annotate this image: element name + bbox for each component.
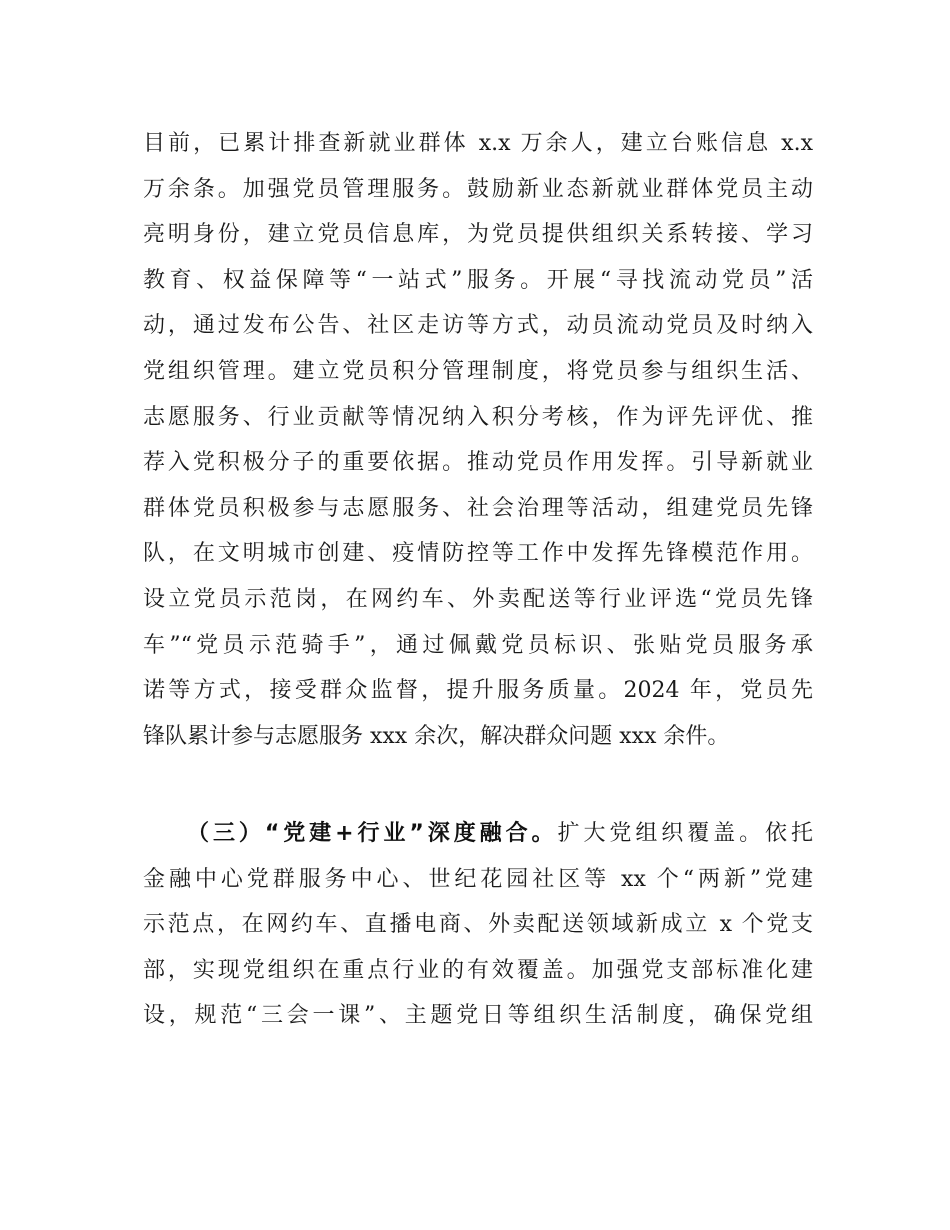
text-line: 志愿服务、行业贡献等情况纳入积分考核，作为评先评优、推	[143, 404, 813, 430]
paragraph-1	[143, 121, 813, 759]
text-line-rest: 扩大党组织覆盖。依托	[557, 821, 813, 846]
text-line: 群体党员积极参与志愿服务、社会治理等活动，组建党员先锋	[143, 495, 813, 521]
text-line: 设，规范“三会一课”、主题党日等组织生活制度，确保党组	[143, 1003, 813, 1029]
text-line: 亮明身份，建立党员信息库，为党员提供组织关系转接、学习	[143, 222, 813, 248]
text-line: 金融中心党群服务中心、世纪花园社区等 xx 个“两新”党建	[143, 866, 813, 892]
text-line: 诺等方式，接受群众监督，提升服务质量。2024 年，党员先	[143, 678, 813, 704]
text-line: 锋队累计参与志愿服务 xxx 余次，解决群众问题 xxx 余件。	[143, 723, 730, 749]
text-line: 设立党员示范岗，在网约车、外卖配送等行业评选“党员先锋	[143, 586, 813, 612]
section-heading: （三）“党建+行业”深度融合。	[187, 821, 558, 846]
text-line: 教育、权益保障等“一站式”服务。开展“寻找流动党员”活	[143, 267, 813, 293]
paragraph-2	[143, 811, 813, 1039]
text-line: 荐入党积极分子的重要依据。推动党员作用发挥。引导新就业	[143, 450, 813, 476]
text-line: 部，实现党组织在重点行业的有效覆盖。加强党支部标准化建	[143, 957, 813, 983]
text-line: 示范点，在网约车、直播电商、外卖配送领域新成立 x 个党支	[143, 912, 813, 938]
text-line: 万余条。加强党员管理服务。鼓励新业态新就业群体党员主动	[143, 176, 813, 202]
text-line: 党组织管理。建立党员积分管理制度，将党员参与组织生活、	[143, 358, 813, 384]
text-line: 队，在文明城市创建、疫情防控等工作中发挥先锋模范作用。	[143, 541, 813, 567]
text-line: 动，通过发布公告、社区走访等方式，动员流动党员及时纳入	[143, 313, 813, 339]
text-line: 车”“党员示范骑手”，通过佩戴党员标识、张贴党员服务承	[143, 632, 813, 658]
text-line: 目前，已累计排查新就业群体 x.x 万余人，建立台账信息 x.x	[143, 131, 813, 156]
text-line-first	[143, 811, 813, 857]
